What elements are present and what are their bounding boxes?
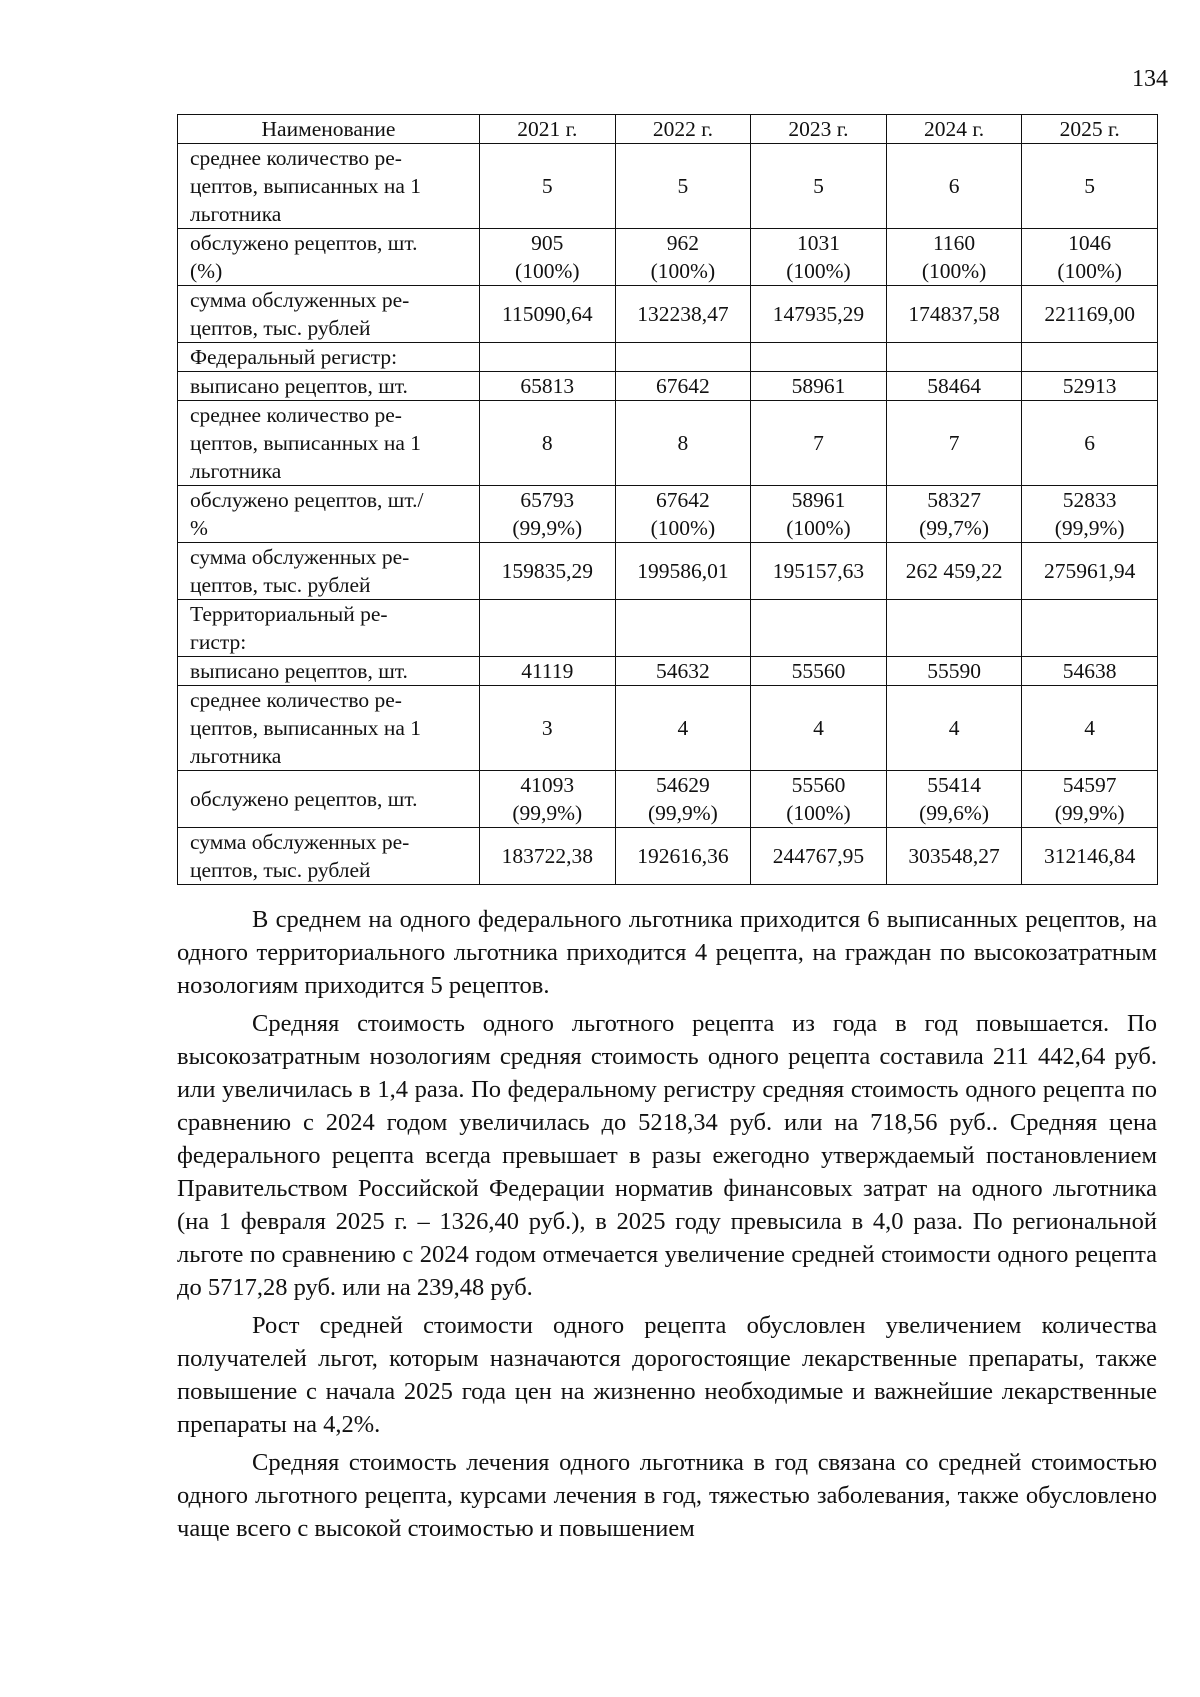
table-cell: 312146,84 bbox=[1022, 828, 1158, 885]
row-label: обслужено рецептов, шт. bbox=[178, 771, 480, 828]
table-cell: 4 bbox=[886, 686, 1022, 771]
body-paragraph: Средняя стоимость лечения одного льготника в год связана со средней стоимостью одного льготного рецепта, курсами лечения в год, тяжестью заболевания, также обусловлено чаще всего с высокой стоимостью и повышением bbox=[177, 1449, 1157, 1542]
header-year: 2024 г. bbox=[886, 115, 1022, 144]
benefits-prescriptions-table bbox=[177, 114, 1158, 885]
table-cell: 5 bbox=[751, 144, 887, 229]
table-cell: 55590 bbox=[886, 657, 1022, 686]
table-row bbox=[178, 229, 1158, 286]
table-cell: 6 bbox=[1022, 401, 1158, 486]
table-cell: 199586,01 bbox=[615, 543, 751, 600]
table-row bbox=[178, 372, 1158, 401]
body-paragraph: Рост средней стоимости одного рецепта обусловлен увеличением количества получателей льгот, которым назначаются дорогостоящие лекарственные препараты, также повышение с начала 2025 года цен на жизненно необходимые и важнейшие лекарственные препараты на 4,2%. bbox=[177, 1312, 1157, 1438]
row-label: среднее количество ре- цептов, выписанных на 1 льготника bbox=[178, 686, 480, 771]
table-cell: 55560 (100%) bbox=[751, 771, 887, 828]
table-cell: 147935,29 bbox=[751, 286, 887, 343]
table-cell: 5 bbox=[615, 144, 751, 229]
table-cell: 55560 bbox=[751, 657, 887, 686]
table-cell: 6 bbox=[886, 144, 1022, 229]
table-cell: 65793 (99,9%) bbox=[480, 486, 616, 543]
table-cell: 4 bbox=[751, 686, 887, 771]
table-cell: 115090,64 bbox=[480, 286, 616, 343]
table-cell bbox=[751, 343, 887, 372]
table-cell: 1160 (100%) bbox=[886, 229, 1022, 286]
row-label: Территориальный ре- гистр: bbox=[178, 600, 480, 657]
table-cell: 4 bbox=[1022, 686, 1158, 771]
table-cell: 159835,29 bbox=[480, 543, 616, 600]
table-section-row bbox=[178, 343, 1158, 372]
table-cell bbox=[615, 600, 751, 657]
page-number: 134 bbox=[1132, 66, 1168, 92]
table-cell: 195157,63 bbox=[751, 543, 887, 600]
table-header-row bbox=[178, 115, 1158, 144]
table-row bbox=[178, 486, 1158, 543]
header-year: 2023 г. bbox=[751, 115, 887, 144]
table-cell: 221169,00 bbox=[1022, 286, 1158, 343]
table-cell bbox=[480, 600, 616, 657]
table-row bbox=[178, 543, 1158, 600]
table-cell: 58327 (99,7%) bbox=[886, 486, 1022, 543]
table-cell: 58961 bbox=[751, 372, 887, 401]
table-cell: 5 bbox=[480, 144, 616, 229]
table-cell: 41119 bbox=[480, 657, 616, 686]
table-cell: 54629 (99,9%) bbox=[615, 771, 751, 828]
table-cell bbox=[1022, 600, 1158, 657]
header-year: 2022 г. bbox=[615, 115, 751, 144]
table-cell: 52833 (99,9%) bbox=[1022, 486, 1158, 543]
table-cell: 192616,36 bbox=[615, 828, 751, 885]
table-cell: 7 bbox=[751, 401, 887, 486]
table-cell: 67642 bbox=[615, 372, 751, 401]
table-row bbox=[178, 144, 1158, 229]
table-cell: 54632 bbox=[615, 657, 751, 686]
row-label: Федеральный регистр: bbox=[178, 343, 480, 372]
table-cell: 58464 bbox=[886, 372, 1022, 401]
table-cell bbox=[615, 343, 751, 372]
row-label: среднее количество ре- цептов, выписанных на 1 льготника bbox=[178, 144, 480, 229]
table-cell: 1046 (100%) bbox=[1022, 229, 1158, 286]
table-cell: 65813 bbox=[480, 372, 616, 401]
table-cell: 41093 (99,9%) bbox=[480, 771, 616, 828]
table-cell: 8 bbox=[480, 401, 616, 486]
row-label: обслужено рецептов, шт./ % bbox=[178, 486, 480, 543]
table-section-row bbox=[178, 600, 1158, 657]
row-label: выписано рецептов, шт. bbox=[178, 372, 480, 401]
table-row bbox=[178, 771, 1158, 828]
row-label: сумма обслуженных ре- цептов, тыс. рублей bbox=[178, 286, 480, 343]
table-cell: 52913 bbox=[1022, 372, 1158, 401]
table-cell bbox=[886, 343, 1022, 372]
header-year: 2021 г. bbox=[480, 115, 616, 144]
row-label: обслужено рецептов, шт. (%) bbox=[178, 229, 480, 286]
table-row bbox=[178, 657, 1158, 686]
table-body bbox=[178, 144, 1158, 885]
table-cell: 54597 (99,9%) bbox=[1022, 771, 1158, 828]
table-cell bbox=[480, 343, 616, 372]
table-cell: 275961,94 bbox=[1022, 543, 1158, 600]
header-name: Наименование bbox=[178, 115, 480, 144]
body-paragraph: Средняя стоимость одного льготного рецепта из года в год повышается. По высокозатратным нозологиям средняя стоимость одного рецепта составила 211 442,64 руб. или увеличилась в 1,4 раза. По федеральному регистру средняя стоимость одного рецепта по сравнению с 2024 годом увеличилась до 5218,34 руб. или на 718,56 руб.. Средняя цена федерального рецепта всегда превышает в разы ежегодно утверждаемый постановлением Правительством Российской Федерации норматив финансовых затрат на одного льготника (на 1 февраля 2025 г. – 1326,40 руб.), в 2025 году превысила в 4,0 раза. По региональной льготе по сравнению с 2024 годом отмечается увеличение средней стоимости одного рецепта до 5717,28 руб. или на 239,48 руб. bbox=[177, 1010, 1157, 1301]
table-cell: 183722,38 bbox=[480, 828, 616, 885]
table-cell: 303548,27 bbox=[886, 828, 1022, 885]
table-cell bbox=[1022, 343, 1158, 372]
body-paragraph: В среднем на одного федерального льготника приходится 6 выписанных рецептов, на одного территориального льготника приходится 4 рецепта, на граждан по высокозатратным нозологиям приходится 5 рецептов. bbox=[177, 906, 1157, 999]
table-cell: 1031 (100%) bbox=[751, 229, 887, 286]
row-label: сумма обслуженных ре- цептов, тыс. рублей bbox=[178, 828, 480, 885]
table-cell: 67642 (100%) bbox=[615, 486, 751, 543]
row-label: сумма обслуженных ре- цептов, тыс. рублей bbox=[178, 543, 480, 600]
table-cell: 905 (100%) bbox=[480, 229, 616, 286]
table-cell: 54638 bbox=[1022, 657, 1158, 686]
table-row bbox=[178, 686, 1158, 771]
header-year: 2025 г. bbox=[1022, 115, 1158, 144]
table-cell: 4 bbox=[615, 686, 751, 771]
table-cell: 174837,58 bbox=[886, 286, 1022, 343]
table-cell bbox=[886, 600, 1022, 657]
table-row bbox=[178, 828, 1158, 885]
table-cell bbox=[751, 600, 887, 657]
table-cell: 132238,47 bbox=[615, 286, 751, 343]
table-cell: 262 459,22 bbox=[886, 543, 1022, 600]
table-cell: 5 bbox=[1022, 144, 1158, 229]
table-cell: 8 bbox=[615, 401, 751, 486]
table-cell: 58961 (100%) bbox=[751, 486, 887, 543]
table-row bbox=[178, 401, 1158, 486]
row-label: выписано рецептов, шт. bbox=[178, 657, 480, 686]
body-text bbox=[177, 903, 1157, 1550]
row-label: среднее количество ре- цептов, выписанных на 1 льготника bbox=[178, 401, 480, 486]
table-cell: 7 bbox=[886, 401, 1022, 486]
table-cell: 244767,95 bbox=[751, 828, 887, 885]
table-cell: 55414 (99,6%) bbox=[886, 771, 1022, 828]
table-row bbox=[178, 286, 1158, 343]
table-cell: 3 bbox=[480, 686, 616, 771]
table-cell: 962 (100%) bbox=[615, 229, 751, 286]
